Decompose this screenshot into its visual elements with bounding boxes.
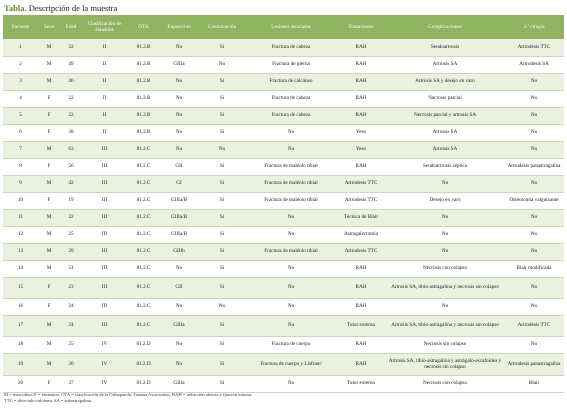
table-cell: Tutor externo <box>336 315 386 336</box>
table-cell: IV <box>82 375 127 392</box>
table-cell: 24 <box>60 315 82 336</box>
table-cell: 9 <box>3 175 38 192</box>
table-cell: GIIIa <box>160 375 198 392</box>
table-cell: 20 <box>3 375 38 392</box>
table-cell: 81.2.D <box>127 353 160 375</box>
table-cell: 22 <box>60 90 82 107</box>
table-cell: III <box>82 192 127 209</box>
table-cell: II <box>82 107 127 124</box>
table-cell: M <box>38 336 60 353</box>
table-cell: GII <box>160 158 198 175</box>
header-row <box>3 15 564 39</box>
table-cell: M <box>38 39 60 56</box>
table-cell: 81.2.B <box>127 56 160 73</box>
table-cell: Artrodesis panastragalina <box>504 353 564 375</box>
table-cell: No <box>504 336 564 353</box>
table-cell: 19 <box>3 353 38 375</box>
table-cell: 2 <box>3 56 38 73</box>
table-cell: M <box>38 209 60 226</box>
table-cell: Artrosis SA <box>386 141 504 158</box>
table-cell: RAH <box>336 336 386 353</box>
table-cell: F <box>38 90 60 107</box>
table-cell: Fractura de maléolo tibial <box>246 243 336 260</box>
table-cell: Necrosis parcial <box>386 90 504 107</box>
table-row <box>3 124 564 141</box>
table-cell: Necrosis sin colapso <box>386 336 504 353</box>
table-cell: III <box>82 260 127 277</box>
table-cell: 23 <box>60 277 82 298</box>
table-cell: IV <box>82 336 127 353</box>
table-cell: Seudoartrosis <box>386 39 504 56</box>
table-row <box>3 298 564 315</box>
table-cell: No <box>504 107 564 124</box>
table-cell: Sí <box>198 192 246 209</box>
table-cell: Técnica de Blair <box>336 209 386 226</box>
table-cell: No <box>246 141 336 158</box>
column-header: Edad <box>60 15 82 39</box>
table-cell: No <box>246 315 336 336</box>
column-header: Tratamiento <box>336 15 386 39</box>
table-cell: Osteotomía valguizante <box>504 192 564 209</box>
table-row <box>3 141 564 158</box>
table-cell: 81.2.B <box>127 73 160 90</box>
table-cell: RAH <box>336 73 386 90</box>
footnote-line-1: M = masculino, F = femenino, OTA = clasificación de la Orthopaedic Trauma Association, RAH = reducción abierta y fijación interna, <box>4 392 253 397</box>
table-cell: No <box>246 226 336 243</box>
table-row <box>3 336 564 353</box>
table-cell: Sí <box>198 107 246 124</box>
table-cell: 81.2.C <box>127 277 160 298</box>
table-cell: No <box>504 209 564 226</box>
column-header: Lesiones asociadas <box>246 15 336 39</box>
table-cell: Fractura de cuerpo y Lisfranc <box>246 353 336 375</box>
table-cell: No <box>160 141 198 158</box>
table-cell: Seudoartrosis séptica <box>386 158 504 175</box>
table-cell: Desejo en varo <box>386 192 504 209</box>
table-cell: 81.2.B <box>127 90 160 107</box>
table-cell: M <box>38 315 60 336</box>
table-cell: F <box>38 158 60 175</box>
table-cell: Tutor externo <box>336 375 386 392</box>
table-cell: 13 <box>3 243 38 260</box>
table-cell: RAH <box>336 277 386 298</box>
table-cell: No <box>386 175 504 192</box>
table-cell: 81.2.C <box>127 260 160 277</box>
table-cell: No <box>160 107 198 124</box>
table-cell: No <box>198 56 246 73</box>
table-body <box>3 39 564 392</box>
table-cell: 42 <box>60 175 82 192</box>
table-cell: M <box>38 73 60 90</box>
table-cell: 56 <box>60 158 82 175</box>
table-cell: No <box>386 243 504 260</box>
table-cell: No <box>160 90 198 107</box>
table-cell: Sí <box>198 175 246 192</box>
table-cell: 10 <box>3 192 38 209</box>
table-cell: 17 <box>3 315 38 336</box>
table-cell: Fractura de cabeza <box>246 90 336 107</box>
table-cell: 37 <box>60 375 82 392</box>
table-cell: RAH <box>336 260 386 277</box>
table-row <box>3 243 564 260</box>
table-cell: 81.2.B <box>127 124 160 141</box>
table-cell: Artrosis SA <box>386 56 504 73</box>
table-cell: Necrosis con colapso <box>386 375 504 392</box>
table-cell: No <box>160 260 198 277</box>
table-cell: GIIIa/B <box>160 192 198 209</box>
table-cell: GI <box>160 175 198 192</box>
table-cell: 14 <box>3 260 38 277</box>
table-cell: 81.2.C <box>127 192 160 209</box>
table-cell: Artrosis SA y desejo en varo <box>386 73 504 90</box>
table-cell: 6 <box>3 124 38 141</box>
table-cell: M <box>38 175 60 192</box>
table-cell: No <box>504 175 564 192</box>
table-cell: Yeso <box>336 124 386 141</box>
table-cell: 81.2.C <box>127 315 160 336</box>
table-cell: RAH <box>336 56 386 73</box>
table-cell: GIIIa <box>160 315 198 336</box>
table-cell: 81.2.C <box>127 243 160 260</box>
table-cell: 16 <box>3 298 38 315</box>
table-cell: GIIIa/B <box>160 226 198 243</box>
table-cell: Sí <box>198 315 246 336</box>
table-cell: Necrosis con colapso <box>386 260 504 277</box>
table-cell: Artrosis SA, tibio-astragalina y necrosis sin colapso <box>386 315 504 336</box>
table-cell: RAH <box>336 158 386 175</box>
table-row <box>3 260 564 277</box>
table-cell: Artrodesis TTC <box>504 315 564 336</box>
table-cell: 81.2.D <box>127 375 160 392</box>
column-header: Sexo <box>38 15 60 39</box>
table-cell: No <box>504 73 564 90</box>
table-cell: RAH <box>336 298 386 315</box>
table-cell: Artrodesis TTC <box>504 39 564 56</box>
table-cell: 81.2.C <box>127 226 160 243</box>
table-cell: F <box>38 298 60 315</box>
table-row <box>3 192 564 209</box>
table-cell: Sí <box>198 209 246 226</box>
table-cell: Blair <box>504 375 564 392</box>
table-cell: Artrosis SA, tibio-astragalina y astrágalo-escafoidea y necrosis sin colapso <box>386 353 504 375</box>
table-cell: No <box>386 226 504 243</box>
sample-table <box>3 15 564 393</box>
column-header: Exposición <box>160 15 198 39</box>
table-cell: III <box>82 158 127 175</box>
table-cell: RAH <box>336 353 386 375</box>
table-cell: 8 <box>3 158 38 175</box>
table-cell: Sí <box>198 336 246 353</box>
table-cell: 81.2.C <box>127 158 160 175</box>
table-cell: Sí <box>198 73 246 90</box>
table-cell: Fractura de cabeza <box>246 107 336 124</box>
table-cell: 46 <box>60 73 82 90</box>
table-cell: 81.2.B <box>127 107 160 124</box>
table-cell: Artrodesis panastragalina <box>504 158 564 175</box>
table-cell: II <box>82 56 127 73</box>
table-row <box>3 209 564 226</box>
table-cell: 81.2.C <box>127 175 160 192</box>
table-cell: F <box>38 375 60 392</box>
table-cell: Artrosis SA, tibio-astragalina y necrosis sin colapso <box>386 277 504 298</box>
table-cell: Fractura de cuerpo <box>246 336 336 353</box>
table-cell: No <box>246 298 336 315</box>
table-cell: Artrodesis TTC <box>336 192 386 209</box>
table-cell: 81.2.D <box>127 336 160 353</box>
table-cell: II <box>82 90 127 107</box>
table-cell: Fractura de maléolo tibial <box>246 175 336 192</box>
table-cell: 7 <box>3 141 38 158</box>
table-cell: 81.2.C <box>127 298 160 315</box>
table-cell: No <box>504 243 564 260</box>
table-row <box>3 107 564 124</box>
table-cell: 3 <box>3 73 38 90</box>
table-cell: No <box>246 375 336 392</box>
table-cell: Sí <box>198 124 246 141</box>
table-cell: Fractura de maléolo tibial <box>246 158 336 175</box>
table-cell: 22 <box>60 107 82 124</box>
table-cell: Sí <box>198 353 246 375</box>
table-cell: M <box>38 243 60 260</box>
table-cell: 30 <box>60 353 82 375</box>
table-cell: GIIIa <box>160 56 198 73</box>
table-cell: III <box>82 141 127 158</box>
column-header: 2.ª cirugía <box>504 15 564 39</box>
table-cell: 39 <box>60 243 82 260</box>
table-cell: No <box>504 90 564 107</box>
table-cell: II <box>82 39 127 56</box>
table-row <box>3 175 564 192</box>
table-cell: 81.2.C <box>127 141 160 158</box>
table-cell: F <box>38 192 60 209</box>
table-cell: 12 <box>3 226 38 243</box>
table-cell: 32 <box>60 209 82 226</box>
table-cell: III <box>82 226 127 243</box>
table-cell: No <box>198 141 246 158</box>
table-cell: No <box>160 124 198 141</box>
table-cell: No <box>246 209 336 226</box>
table-cell: F <box>38 124 60 141</box>
table-cell: Astragalectomía <box>336 226 386 243</box>
table-cell: III <box>82 243 127 260</box>
table-cell: Sí <box>198 90 246 107</box>
table-row <box>3 158 564 175</box>
table-cell: No <box>386 209 504 226</box>
table-cell: No <box>246 277 336 298</box>
table-cell: Sí <box>198 277 246 298</box>
table-cell: Fractura de cabeza <box>246 39 336 56</box>
table-cell: M <box>38 260 60 277</box>
table-cell: 25 <box>60 226 82 243</box>
table-cell: Sí <box>198 243 246 260</box>
table-cell: II <box>82 124 127 141</box>
table-cell: RAH <box>336 90 386 107</box>
table-cell: 49 <box>60 56 82 73</box>
table-cell: F <box>38 277 60 298</box>
table-cell: RAH <box>336 39 386 56</box>
table-row <box>3 39 564 56</box>
table-cell: 25 <box>60 336 82 353</box>
table-cell: No <box>504 226 564 243</box>
table-cell: No <box>246 260 336 277</box>
table-row <box>3 56 564 73</box>
table-row <box>3 73 564 90</box>
table-cell: Yeso <box>336 141 386 158</box>
table-cell: Sí <box>198 375 246 392</box>
table-cell: No <box>160 298 198 315</box>
table-cell: M <box>38 226 60 243</box>
table-cell: GIIIb <box>160 243 198 260</box>
table-title-text: Descripción de la muestra <box>28 3 118 13</box>
table-cell: 11 <box>3 209 38 226</box>
table-cell: RAH <box>336 107 386 124</box>
table-cell: No <box>198 298 246 315</box>
table-cell: Fractura de maléolo tibial <box>246 192 336 209</box>
table-cell: Sí <box>198 226 246 243</box>
table-cell: F <box>38 107 60 124</box>
table-footnote <box>4 392 564 404</box>
table-cell: No <box>160 336 198 353</box>
table-row <box>3 315 564 336</box>
column-header: Conminución <box>198 15 246 39</box>
table-cell: Sí <box>198 158 246 175</box>
table-cell: M <box>38 141 60 158</box>
table-cell: 81.2.B <box>127 39 160 56</box>
table-cell: GIIIa/B <box>160 209 198 226</box>
table-cell: III <box>82 298 127 315</box>
table-cell: 24 <box>60 298 82 315</box>
table-cell: II <box>82 73 127 90</box>
table-row <box>3 353 564 375</box>
table-cell: Sí <box>198 39 246 56</box>
column-header: Clasificación de Hawkins <box>82 15 127 39</box>
table-cell: No <box>504 141 564 158</box>
table-cell: M <box>38 56 60 73</box>
table-cell: 1 <box>3 39 38 56</box>
table-title <box>4 2 117 14</box>
table-cell: No <box>160 353 198 375</box>
table-cell: 5 <box>3 107 38 124</box>
table-cell: No <box>386 298 504 315</box>
footnote-line-2: TTC = tibio-talo-calcánea, SA = subastragalina. <box>4 398 92 403</box>
table-cell: No <box>504 277 564 298</box>
table-cell: Sí <box>198 260 246 277</box>
table-cell: No <box>246 124 336 141</box>
table-cell: III <box>82 315 127 336</box>
table-cell: Necrosis parcial y artrosis SA <box>386 107 504 124</box>
table-cell: M <box>38 353 60 375</box>
table-cell: No <box>504 298 564 315</box>
table-header <box>3 15 564 39</box>
table-cell: 63 <box>60 141 82 158</box>
table-title-label: Tabla. <box>4 3 27 13</box>
table-row <box>3 90 564 107</box>
table-cell: Artrodesis SA <box>504 56 564 73</box>
table-cell: Artrodesis TTC <box>336 243 386 260</box>
table-cell: Artrodesis TTC <box>336 175 386 192</box>
table-cell: 4 <box>3 90 38 107</box>
table-row <box>3 226 564 243</box>
table-cell: III <box>82 175 127 192</box>
table-cell: 15 <box>3 277 38 298</box>
table-cell: III <box>82 209 127 226</box>
table-cell: Fractura de pierna <box>246 56 336 73</box>
table-cell: No <box>160 39 198 56</box>
table-cell: No <box>504 124 564 141</box>
table-cell: 38 <box>60 124 82 141</box>
column-header: Paciente <box>3 15 38 39</box>
table-cell: Fractura de calcáneo <box>246 73 336 90</box>
table-cell: 32 <box>60 39 82 56</box>
table-row <box>3 375 564 392</box>
table-row <box>3 277 564 298</box>
table-cell: 19 <box>60 192 82 209</box>
table-cell: 81.2.C <box>127 209 160 226</box>
table-cell: 18 <box>3 336 38 353</box>
table-cell: Blair modificada <box>504 260 564 277</box>
column-header: Complicaciones <box>386 15 504 39</box>
table-cell: GII <box>160 277 198 298</box>
table-cell: IV <box>82 353 127 375</box>
table-cell: 51 <box>60 260 82 277</box>
table-cell: No <box>160 73 198 90</box>
column-header: OTA <box>127 15 160 39</box>
table-cell: III <box>82 277 127 298</box>
table-cell: Artrosis SA <box>386 124 504 141</box>
